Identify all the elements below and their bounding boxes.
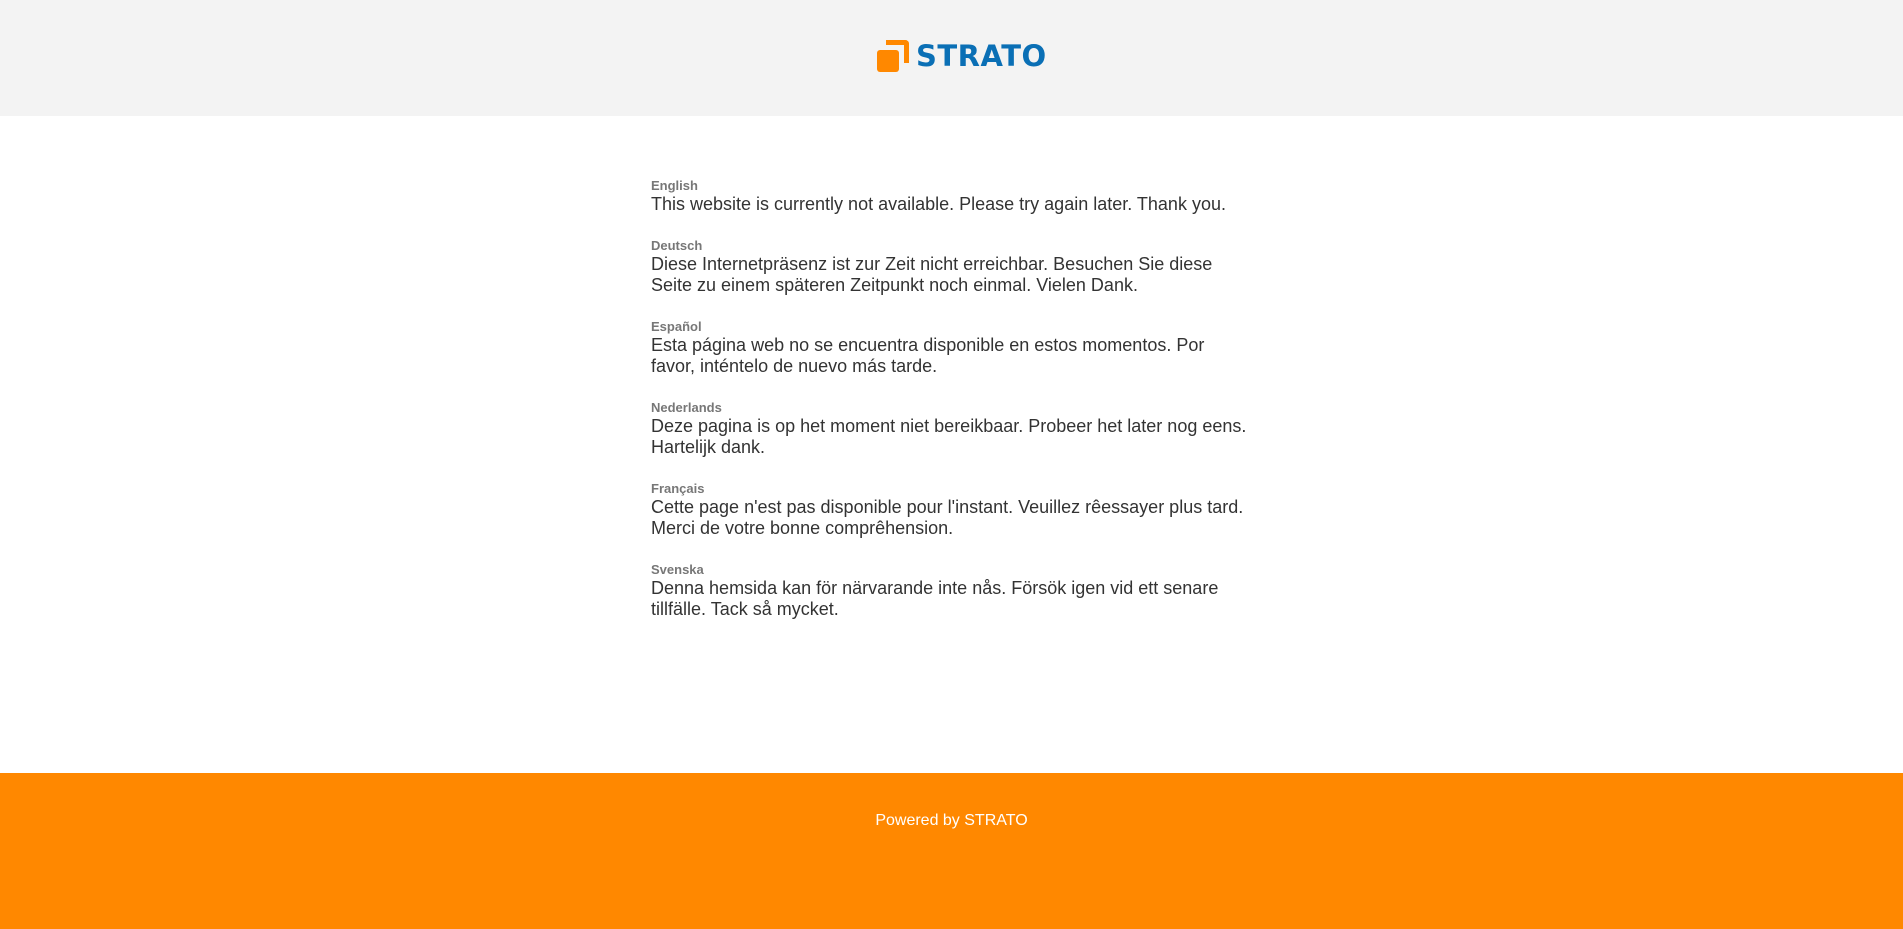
message-espanol <box>651 319 1261 377</box>
page-header <box>0 0 1903 116</box>
logo-text: STRATO <box>916 39 1047 73</box>
message-svenska <box>651 562 1261 620</box>
logo-corner <box>886 40 909 63</box>
message-line: tillfälle. Tack så mycket. <box>651 599 839 619</box>
message-line: Cette page n'est pas disponible pour l'instant. Veuillez rêessayer plus tard. <box>651 497 1244 517</box>
powered-by-text: Powered by STRATO <box>875 812 1028 829</box>
page-footer <box>0 773 1903 929</box>
message-line: Seite zu einem späteren Zeitpunkt noch einmal. Vielen Dank. <box>651 275 1138 295</box>
message-line: This website is currently not available. Please try again later. Thank you. <box>651 194 1226 214</box>
message-line: Merci de votre bonne comprêhension. <box>651 518 954 538</box>
message-line: Diese Internetpräsenz ist zur Zeit nicht erreichbar. Besuchen Sie diese <box>651 254 1213 274</box>
strato-logo <box>877 39 1047 73</box>
message-english <box>651 178 1261 215</box>
message-line: Esta página web no se encuentra disponible en estos momentos. Por <box>651 335 1205 355</box>
message-line: favor, inténtelo de nuevo más tarde. <box>651 356 938 376</box>
language-label: Español <box>651 319 702 334</box>
language-label: Français <box>651 481 705 496</box>
language-label: Nederlands <box>651 400 722 415</box>
message-deutsch <box>651 238 1261 296</box>
language-label: Svenska <box>651 562 704 577</box>
message-line: Hartelijk dank. <box>651 437 766 457</box>
message-nederlands <box>651 400 1261 458</box>
language-label: Deutsch <box>651 238 703 253</box>
strato-logo-icon <box>877 40 909 73</box>
message-line: Deze pagina is op het moment niet bereikbaar. Probeer het later nog eens. <box>651 416 1247 436</box>
message-line: Denna hemsida kan för närvarande inte nås. Försök igen vid ett senare <box>651 578 1219 598</box>
message-list <box>651 178 1261 643</box>
language-label: English <box>651 178 698 193</box>
message-francais <box>651 481 1261 539</box>
